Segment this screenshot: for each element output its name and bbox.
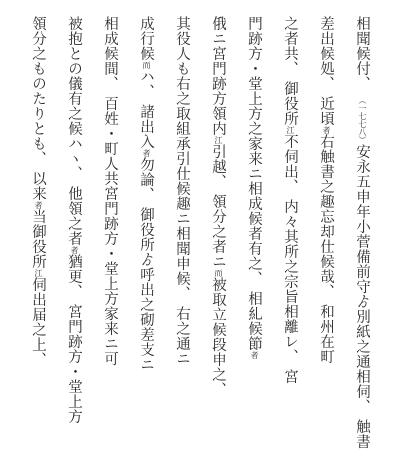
interlinear-annotation: 江 — [214, 136, 223, 144]
text-segment: 安永五申年小菅備前守ゟ別紙之通相伺、 触書 — [354, 144, 370, 450]
vertical-text-block — [10, 16, 380, 450]
interlinear-annotation: 者 — [142, 149, 151, 158]
text-segment: 勿論、 御役所ゟ呼出之砌差支ニ — [138, 157, 154, 373]
text-segment: 右触書之趣忘却仕候哉、 和州在町 — [318, 134, 334, 365]
text-segment: 伺出届之上、 — [30, 277, 46, 368]
text-segment: 領分之ものたりとも、 以来 — [30, 16, 46, 202]
text-segment: 当御役所 — [30, 209, 46, 270]
interlinear-annotation: 者 — [70, 246, 79, 255]
text-segment: 之者共、 御役所 — [282, 16, 298, 127]
text-column — [308, 16, 344, 446]
text-segment: 俄ニ宮門跡方領内 — [210, 16, 226, 136]
text-column — [200, 16, 236, 446]
interlinear-annotation: 江 — [34, 269, 43, 278]
text-segment: 被取立候段申之、 — [210, 277, 226, 398]
interlinear-annotation: 江 — [286, 126, 295, 135]
interlinear-annotation: 者 — [250, 351, 259, 360]
text-segment: 相聞候付、 — [354, 16, 370, 97]
text-segment: ハ、 諸出入 — [138, 69, 154, 150]
text-column — [56, 16, 92, 446]
text-segment: 成行候 — [138, 16, 154, 61]
text-column — [164, 16, 200, 446]
interlinear-annotation: 而 — [142, 61, 151, 69]
interlinear-annotation: 者 — [34, 201, 43, 210]
text-segment: 猶更、 宮門跡方・堂上方 — [66, 254, 82, 425]
text-column — [272, 16, 308, 446]
text-segment: 引越、 領分之者ニ — [210, 144, 226, 270]
text-segment: 相成候間、 百姓・町人共宮門跡方・堂上方家来ニ可 — [102, 16, 118, 367]
text-segment: 其役人も右之取組承引仕候趣ニ相聞申候、 右之通ニ — [174, 16, 190, 367]
text-segment: 差出候処、 近頃 — [318, 16, 334, 127]
text-segment: 門跡方・堂上方之家来ニ相成候者有之、 相糺候節 — [246, 16, 262, 352]
text-segment: 被抱との儀有之候ハヽ、 他領之者 — [66, 16, 82, 247]
text-column — [128, 16, 164, 446]
interlinear-annotation: 而 — [214, 269, 223, 278]
text-column — [92, 16, 128, 446]
interlinear-annotation: 者 — [322, 126, 331, 135]
text-column — [236, 16, 272, 446]
interlinear-annotation: （一七七八） — [358, 96, 367, 145]
text-column — [20, 16, 56, 446]
text-column — [344, 16, 380, 450]
text-segment: 不伺出、 内々其所之宗旨相離レ、 宮 — [282, 134, 298, 385]
